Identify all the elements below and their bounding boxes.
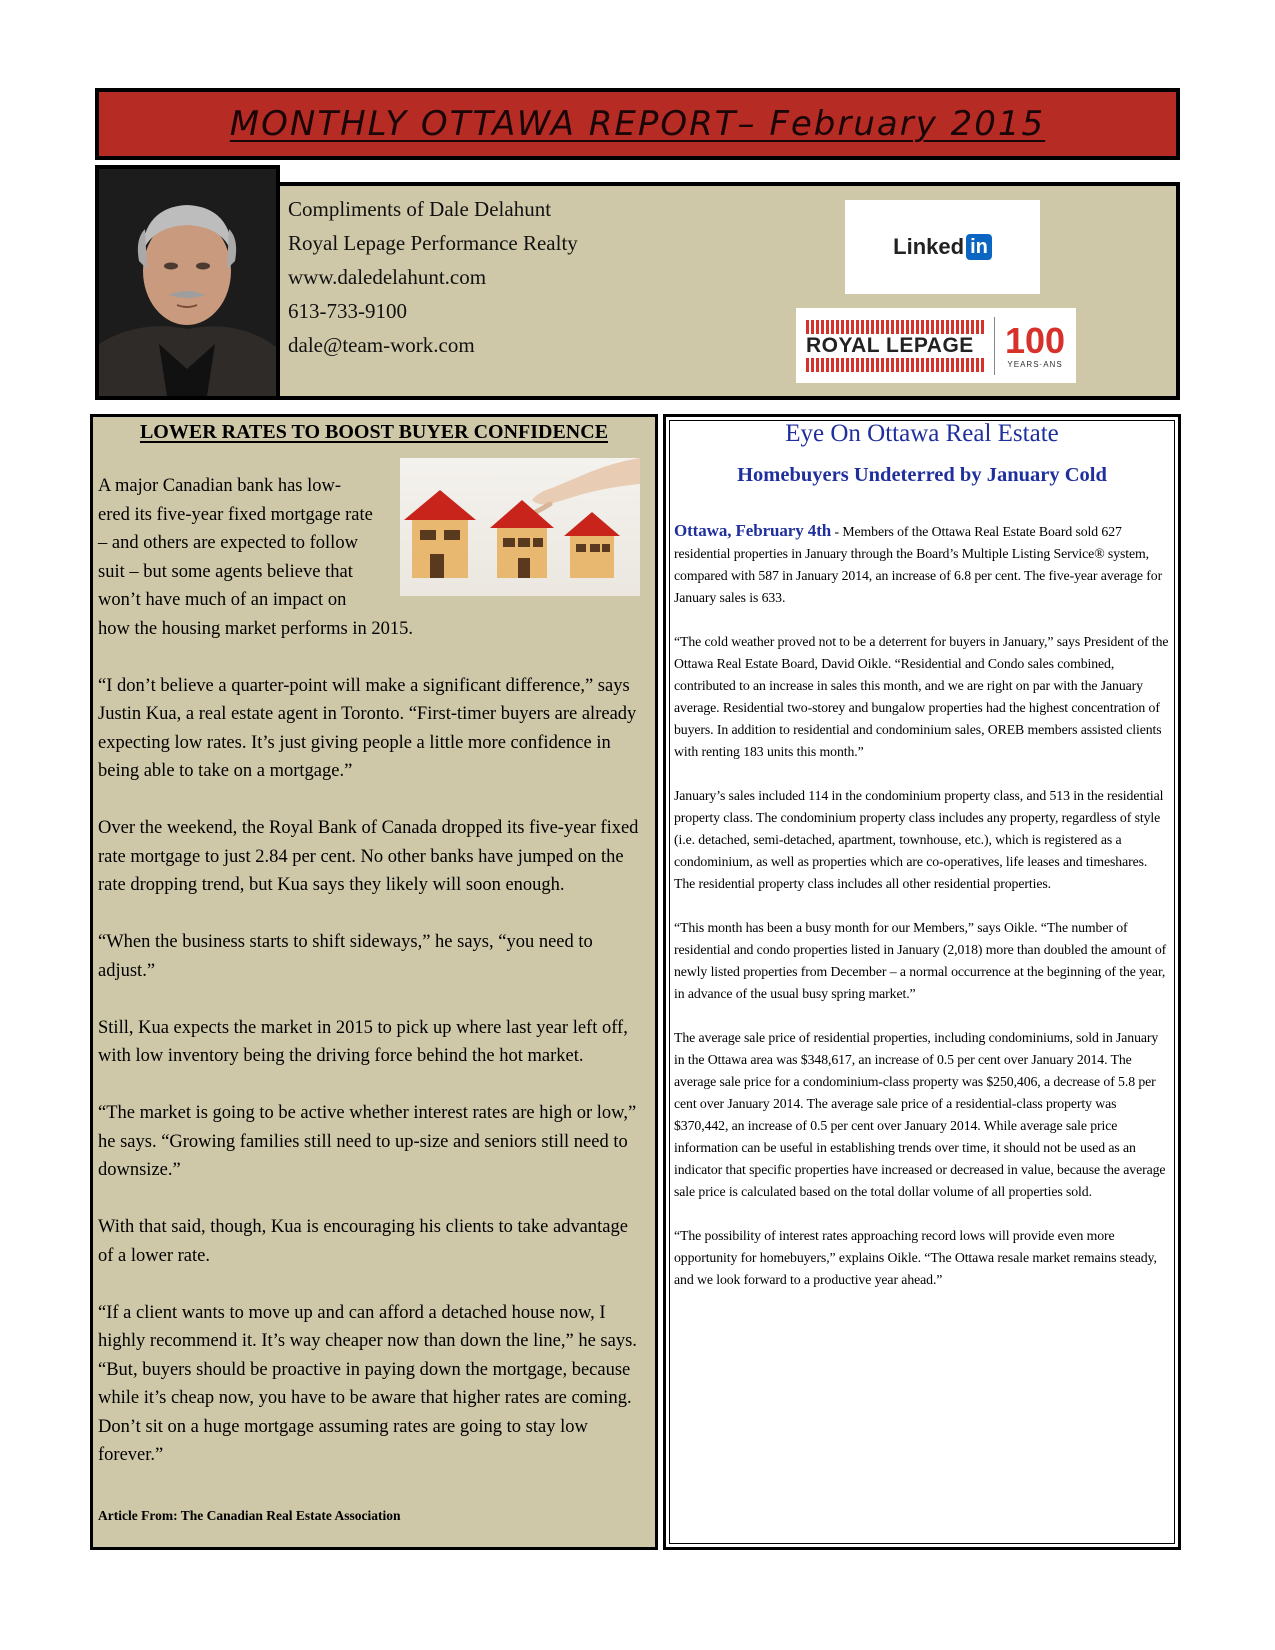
- contact-email-link[interactable]: dale@team-work.com: [288, 333, 475, 357]
- paragraph-line: won’t have much of an impact on: [98, 590, 347, 610]
- royal-lepage-centennial: [1005, 322, 1065, 369]
- right-article-body: [674, 520, 1170, 1313]
- article-paragraph: The average sale price of residential properties, including condominiums, sold in January in the Ottawa area was $348,617, an increase of 0.5 per cent over January 2014. The average sale price for a condominium-class property was $250,406, a decrease of 5.8 per cent over January 2014. The average sale price of a residential-class property was $370,442, an increase of 0.5 per cent over January 2014. While average sale price information can be useful in establishing trends over time, it should not be used as an indicator that specific properties have increased or decreased in value, because the average sale price is calculated based on the total dollar volume of all properties sold.: [674, 1030, 1166, 1199]
- article-paragraph: Still, Kua expects the market in 2015 to pick up where last year left off, with low inventory being the driving force behind the hot market.: [98, 1017, 628, 1066]
- royal-lepage-divider: [994, 317, 995, 375]
- linkedin-logo[interactable]: [845, 200, 1040, 294]
- lead-text: - Members of the Ottawa Real Estate Board sold 627 residential properties in January through the Board’s Multiple Listing Service® system, compared with 587 in January 2014, an increase of 6.8 per cent. The five-year average for January sales is 633.: [674, 524, 1163, 605]
- left-article-body: [98, 472, 646, 1470]
- article-source: Article From: The Canadian Real Estate Association: [98, 1508, 401, 1523]
- royal-lepage-100: 100: [1005, 320, 1066, 361]
- article-paragraph: “The market is going to be active whether interest rates are high or low,” he says. “Growing families still need to up-size and seniors still need to downsize.”: [98, 1103, 637, 1180]
- paragraph-line: suit – but some agents believe that: [98, 561, 353, 582]
- royal-lepage-brand: ROYAL LEPAGE: [806, 333, 974, 357]
- linkedin-in-icon: in: [966, 234, 992, 260]
- article-paragraph: “If a client wants to move up and can afford a detached house now, I highly recommend it. It’s way cheaper now than down the line,” he says. “But, buyers should be proactive in paying down the mortgage, because while it’s cheap now, you have to be aware that higher rates are coming. Don’t sit on a huge mortgage assuming rates are going to stay low forever.”: [98, 1302, 637, 1465]
- right-article-subheading: Homebuyers Undeterred by January Cold: [737, 464, 1107, 486]
- contact-website-link[interactable]: www.daledelahunt.com: [288, 265, 487, 289]
- agent-portrait-icon: [99, 169, 276, 396]
- linkedin-wordmark: Linked: [893, 234, 965, 259]
- article-paragraph: With that said, though, Kua is encouraging his clients to take advantage of a lower rate.: [98, 1217, 628, 1266]
- royal-lepage-wordmark: [806, 320, 984, 372]
- dateline: Ottawa, February 4th: [674, 521, 832, 540]
- royal-lepage-years: YEARS·ANS: [1007, 360, 1063, 369]
- paragraph-line: ered its five-year fixed mortgage rate: [98, 504, 373, 525]
- paragraph-line: – and others are expected to follow: [98, 533, 358, 553]
- article-paragraph: January’s sales included 114 in the condominium property class, and 513 in the residential property class. The condominium property class includes any property, regardless of style (i.e. detached, semi-detached, apartment, townhouse, etc.), which is registered as a condominium, as well as properties which are co-operatives, life leases and timeshares. The residential property class includes all other residential properties.: [674, 788, 1164, 891]
- title-banner: [95, 88, 1180, 160]
- contact-compliments: Compliments of Dale Delahunt: [288, 197, 552, 221]
- article-paragraph: “When the business starts to shift sideways,” he says, “you need to adjust.”: [98, 932, 593, 981]
- article-lead-paragraph: [674, 520, 1170, 609]
- report-title: MONTHLY OTTAWA REPORT– February 2015: [229, 104, 1046, 144]
- article-paragraph: “The cold weather proved not to be a deterrent for buyers in January,” says President of the Ottawa Real Estate Board, David Oikle. “Residential and Condo sales combined, contributed to an increase in sales this month, and we are right on par with the January average. Residential two-storey and bungalow properties had the highest concentration of buyers. In addition to residential and condominium sales, OREB members assisted clients with renting 183 units this month.”: [674, 634, 1169, 759]
- royal-lepage-bars-icon: [806, 320, 984, 334]
- right-article-heading: Eye On Ottawa Real Estate: [785, 420, 1059, 447]
- article-paragraph: “The possibility of interest rates approaching record lows will provide even more opportunity for homebuyers,” explains Oikle. “The Ottawa resale market remains steady, and we look forward to a productive year ahead.”: [674, 1228, 1157, 1287]
- contact-block: [288, 192, 768, 362]
- royal-lepage-logo: [796, 308, 1076, 383]
- contact-phone[interactable]: 613-733-9100: [288, 299, 407, 323]
- article-paragraph: “This month has been a busy month for our Members,” says Oikle. “The number of residential and condo properties listed in January (2,018) more than doubled the amount of newly listed properties from December – a normal occurrence at the beginning of the year, in advance of the usual busy spring market.”: [674, 920, 1167, 1001]
- article-paragraph: Over the weekend, the Royal Bank of Canada dropped its five-year fixed rate mortgage to just 2.84 per cent. No other banks have jumped on the rate dropping trend, but Kua says they likely will soon enough.: [98, 818, 639, 895]
- left-article-heading: LOWER RATES TO BOOST BUYER CONFIDENCE: [139, 421, 609, 443]
- paragraph-line: A major Canadian bank has low-: [98, 476, 342, 496]
- article-paragraph: [98, 472, 398, 615]
- article-paragraph: “I don’t believe a quarter-point will make a significant difference,” says Justin Kua, a real estate agent in Toronto. “First-timer buyers are already expecting low rates. It’s just giving people a little more confidence in being able to take on a mortgage.”: [98, 675, 637, 781]
- contact-brokerage: Royal Lepage Performance Realty: [288, 231, 578, 255]
- agent-photo: [95, 165, 280, 400]
- article-paragraph: how the housing market performs in 2015.: [98, 618, 413, 639]
- royal-lepage-bars-icon: [806, 358, 984, 372]
